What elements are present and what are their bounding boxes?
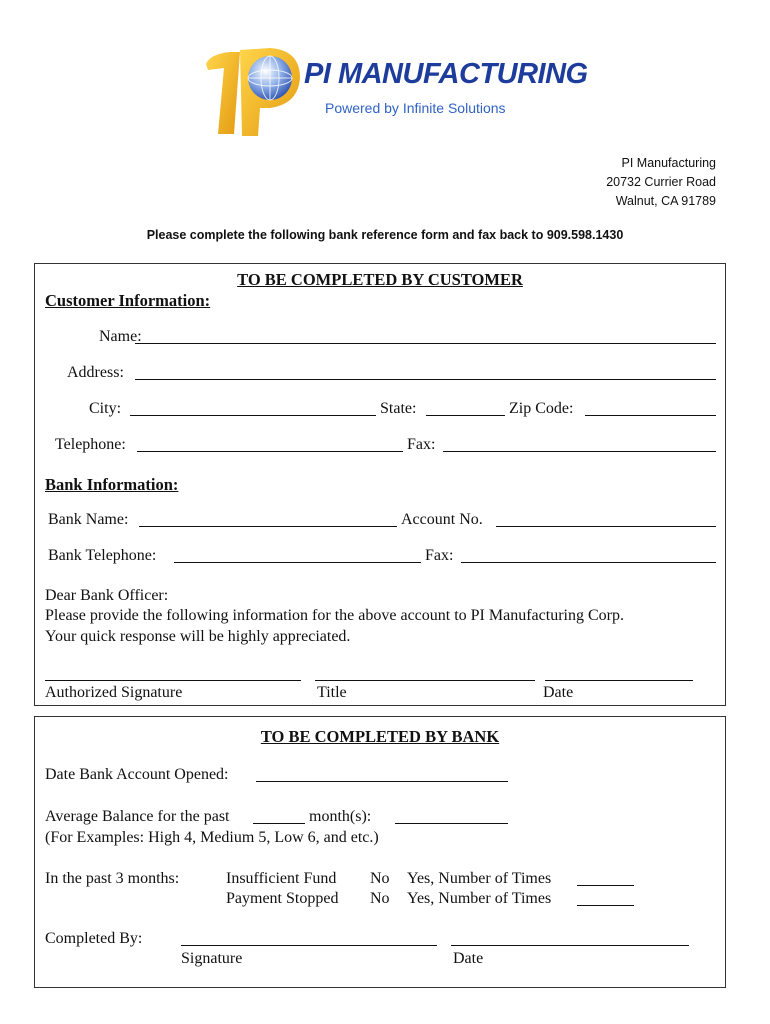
telephone-field[interactable]: [137, 451, 403, 452]
bank-info-heading: Bank Information:: [45, 475, 179, 494]
form-instruction: Please complete the following bank reference form and fax back to 909.598.1430: [146, 228, 624, 242]
insufficient-fund-times-field[interactable]: [577, 885, 634, 886]
telephone-label: Telephone:: [55, 436, 126, 453]
bank-fax-label: Fax:: [425, 547, 454, 564]
letter-line-2: Your quick response will be highly appreciated.: [45, 628, 351, 645]
avg-balance-label: Average Balance for the past: [45, 808, 230, 825]
examples-note: (For Examples: High 4, Medium 5, Low 6, and etc.): [45, 829, 379, 846]
address-field[interactable]: [135, 379, 716, 380]
fax-field[interactable]: [443, 451, 716, 452]
logo-title: PI MANUFACTURING: [304, 58, 588, 90]
fax-label: Fax:: [407, 436, 436, 453]
bank-fax-field[interactable]: [461, 562, 716, 563]
state-field[interactable]: [426, 415, 505, 416]
payment-stopped-label: Payment Stopped: [226, 890, 339, 907]
bank-telephone-field[interactable]: [174, 562, 421, 563]
bank-date-field[interactable]: [451, 945, 689, 946]
customer-section: [34, 263, 726, 706]
bank-section: [34, 716, 726, 988]
insufficient-fund-yes[interactable]: Yes, Number of Times: [407, 870, 552, 887]
months-label: month(s):: [309, 808, 372, 825]
insufficient-fund-label: Insufficient Fund: [226, 870, 337, 887]
past-months-label: In the past 3 months:: [45, 870, 180, 887]
bank-name-label: Bank Name:: [48, 511, 129, 528]
logo-tagline: Powered by Infinite Solutions: [325, 100, 506, 116]
customer-date-label: Date: [543, 684, 574, 701]
bank-section-heading: TO BE COMPLETED BY BANK: [260, 727, 500, 746]
company-logo: [200, 44, 588, 139]
pi-globe-logo-icon: [200, 44, 310, 139]
letter-line-1: Please provide the following information for the above account to PI Manufacturing Corp.: [45, 607, 624, 624]
name-label: Name:: [99, 328, 142, 345]
payment-stopped-times-field[interactable]: [577, 905, 634, 906]
bank-telephone-label: Bank Telephone:: [48, 547, 157, 564]
company-address: [606, 154, 716, 211]
zip-label: Zip Code:: [509, 400, 574, 417]
bank-signature-field[interactable]: [181, 945, 437, 946]
address-label: Address:: [67, 364, 124, 381]
avg-balance-months-field[interactable]: [253, 823, 305, 824]
avg-balance-value-field[interactable]: [395, 823, 508, 824]
bank-name-field[interactable]: [139, 526, 397, 527]
title-field[interactable]: [315, 680, 535, 681]
bank-date-label: Date: [453, 950, 484, 967]
account-no-field[interactable]: [496, 526, 716, 527]
city-label: City:: [89, 400, 122, 417]
address-line-1: PI Manufacturing: [621, 156, 716, 170]
letter-greeting: Dear Bank Officer:: [45, 587, 169, 604]
insufficient-fund-no[interactable]: No: [370, 870, 390, 887]
customer-info-heading: Customer Information:: [45, 291, 211, 310]
address-line-2: 20732 Currier Road: [606, 175, 716, 189]
payment-stopped-no[interactable]: No: [370, 890, 390, 907]
account-no-label: Account No.: [401, 511, 483, 528]
bank-signature-label: Signature: [181, 950, 243, 967]
authorized-signature-label: Authorized Signature: [45, 684, 183, 701]
customer-section-heading: TO BE COMPLETED BY CUSTOMER: [237, 270, 523, 289]
city-field[interactable]: [130, 415, 376, 416]
state-label: State:: [380, 400, 417, 417]
completed-by-label: Completed By:: [45, 930, 143, 947]
zip-field[interactable]: [585, 415, 716, 416]
date-opened-label: Date Bank Account Opened:: [45, 766, 229, 783]
title-label: Title: [317, 684, 347, 701]
customer-date-field[interactable]: [545, 680, 693, 681]
date-opened-field[interactable]: [256, 781, 508, 782]
payment-stopped-yes[interactable]: Yes, Number of Times: [407, 890, 552, 907]
authorized-signature-field[interactable]: [45, 680, 301, 681]
address-line-3: Walnut, CA 91789: [615, 194, 716, 208]
name-field[interactable]: [135, 343, 716, 344]
